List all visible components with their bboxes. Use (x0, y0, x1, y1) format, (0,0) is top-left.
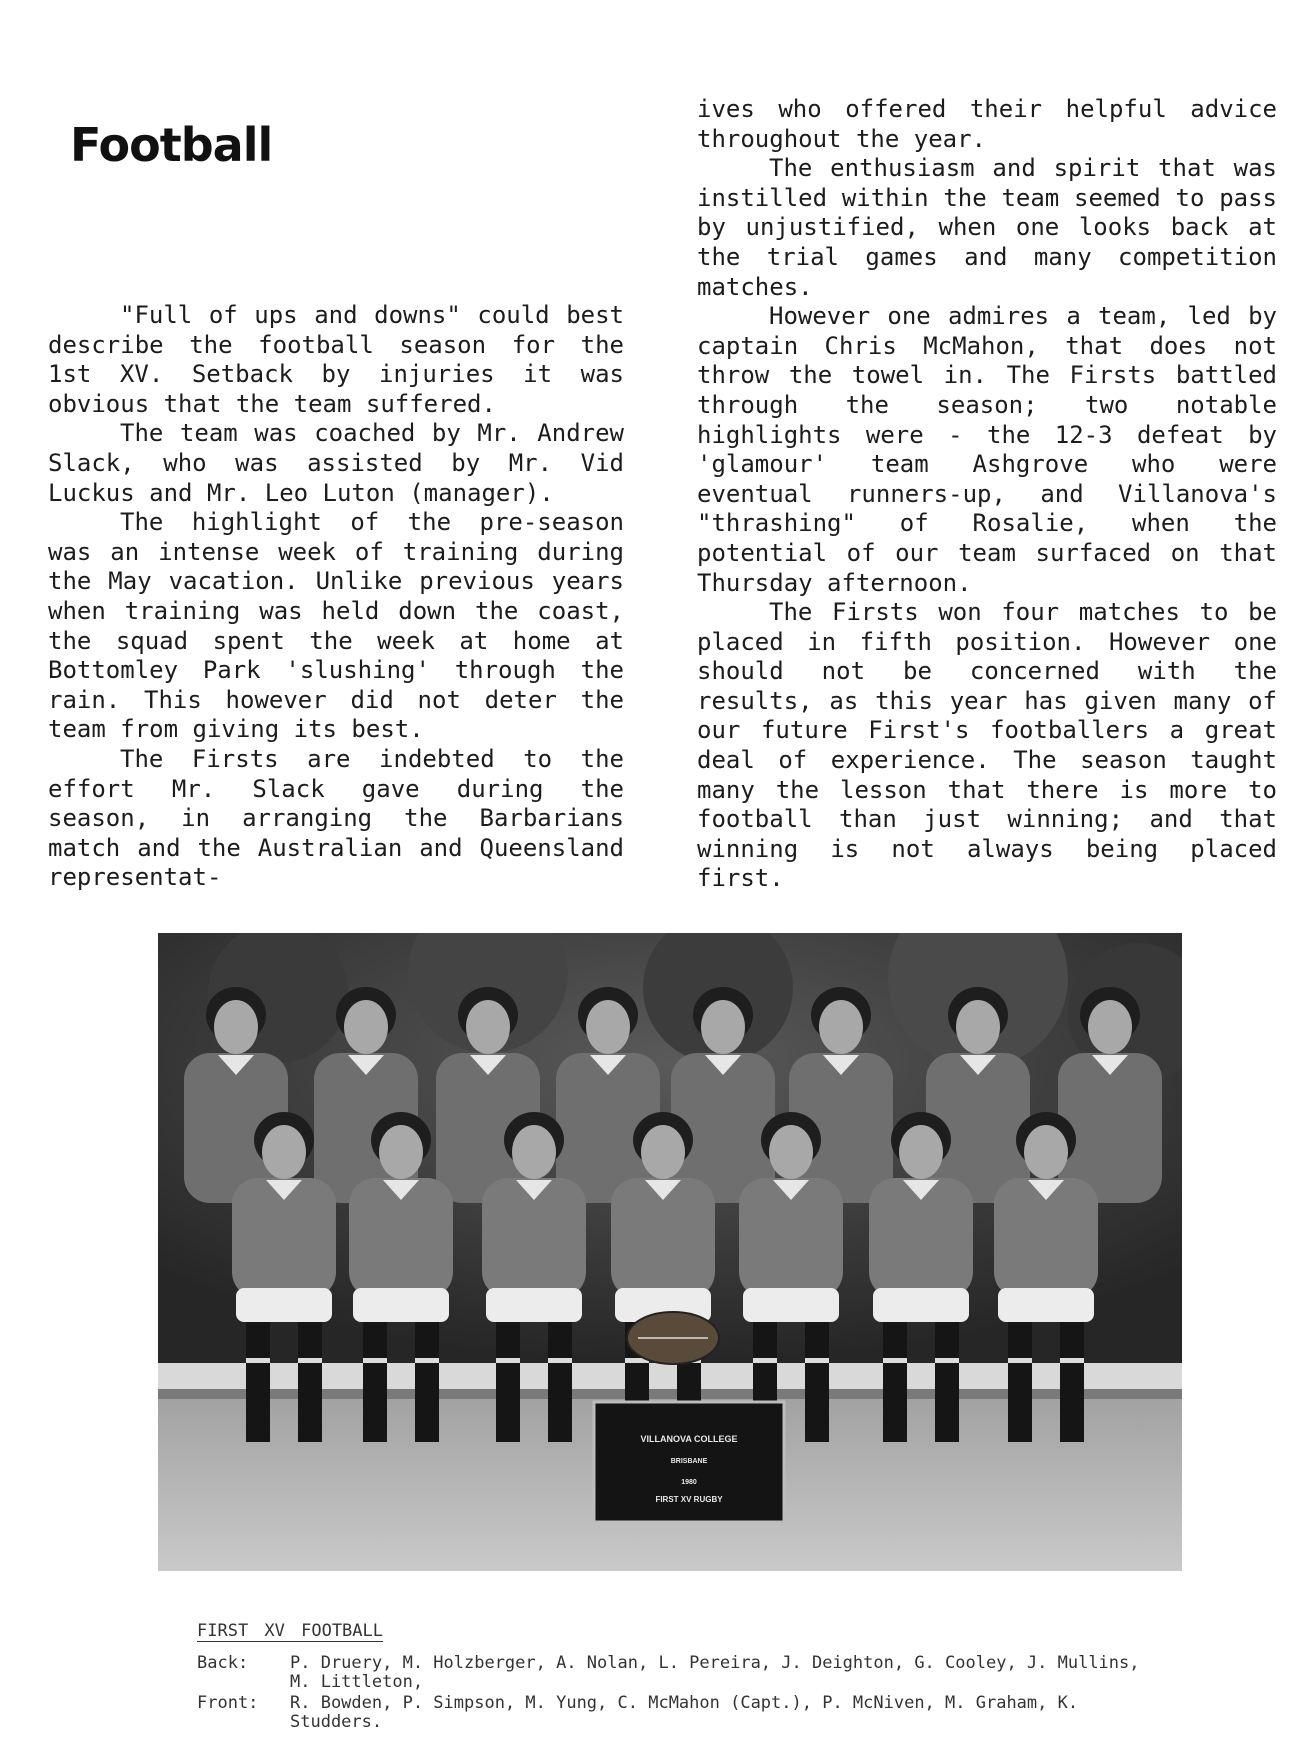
article-paragraph: ives who offered their helpful advice throughout the year. (697, 95, 1277, 153)
sign-line-4: FIRST XV RUGBY (655, 1495, 723, 1504)
sign-line-3: 1980 (681, 1479, 697, 1486)
article-paragraph: The enthusiasm and spirit that was instilled within the team seemed to pass by unjustified, when one looks back at the trial games and many competition matches. (697, 154, 1277, 301)
sign-line-1: VILLANOVA COLLEGE (640, 1434, 738, 1444)
article-paragraph: The Firsts won four matches to be placed in fifth position. However one should not be concerned with the results, as this year has given many of our future First's footballers a great deal of experience. The season taught many the lesson that there is more to football than just winning; and that winning is not always being placed first. (697, 598, 1277, 893)
article-right-column (697, 95, 1277, 894)
caption-back-names: P. Druery, M. Holzberger, A. Nolan, L. Pereira, J. Deighton, G. Cooley, J. Mullins, M. Littleton, (290, 1653, 1140, 1692)
article-paragraph: However one admires a team, led by captain Chris McMahon, that does not throw the towel in. The Firsts battled through the season; two notable highlights were - the 12-3 defeat by 'glamour' team Ashgrove who were eventual runners-up, and Villanova's "thrashing" of Rosalie, when the potential of our team surfaced on that Thursday afternoon. (697, 302, 1277, 597)
caption-title: FIRST XV FOOTBALL (197, 1621, 383, 1641)
caption-front-names: R. Bowden, P. Simpson, M. Yung, C. McMahon (Capt.), P. McNiven, M. Graham, K. Studders. (290, 1693, 1079, 1732)
article-paragraph: "Full of ups and downs" could best describe the football season for the 1st XV. Setback by injuries it was obvious that the team suffered. (48, 301, 624, 418)
article-paragraph: The Firsts are indebted to the effort Mr. Slack gave during the season, in arranging the Barbarians match and the Australian and Queensland representat- (48, 744, 624, 892)
team-photo (158, 933, 1182, 1571)
article-paragraph: The highlight of the pre-season was an intense week of training during the May vacation. Unlike previous years when training was held down the coast, the squad spent the week at home at Bottomley Park 'slushing' through the rain. This however did not deter the team from giving its best. (48, 508, 624, 744)
page-title: Football (70, 118, 273, 172)
caption-back-label: Back: (197, 1653, 249, 1673)
team-sign (594, 1402, 784, 1522)
article-left-column (48, 301, 624, 893)
caption-front-label: Front: (197, 1693, 259, 1713)
article-paragraph: The team was coached by Mr. Andrew Slack, who was assisted by Mr. Vid Luckus and Mr. Leo Luton (manager). (48, 419, 624, 507)
photo-caption (197, 1622, 1170, 1732)
sign-line-2: BRISBANE (670, 1458, 708, 1465)
